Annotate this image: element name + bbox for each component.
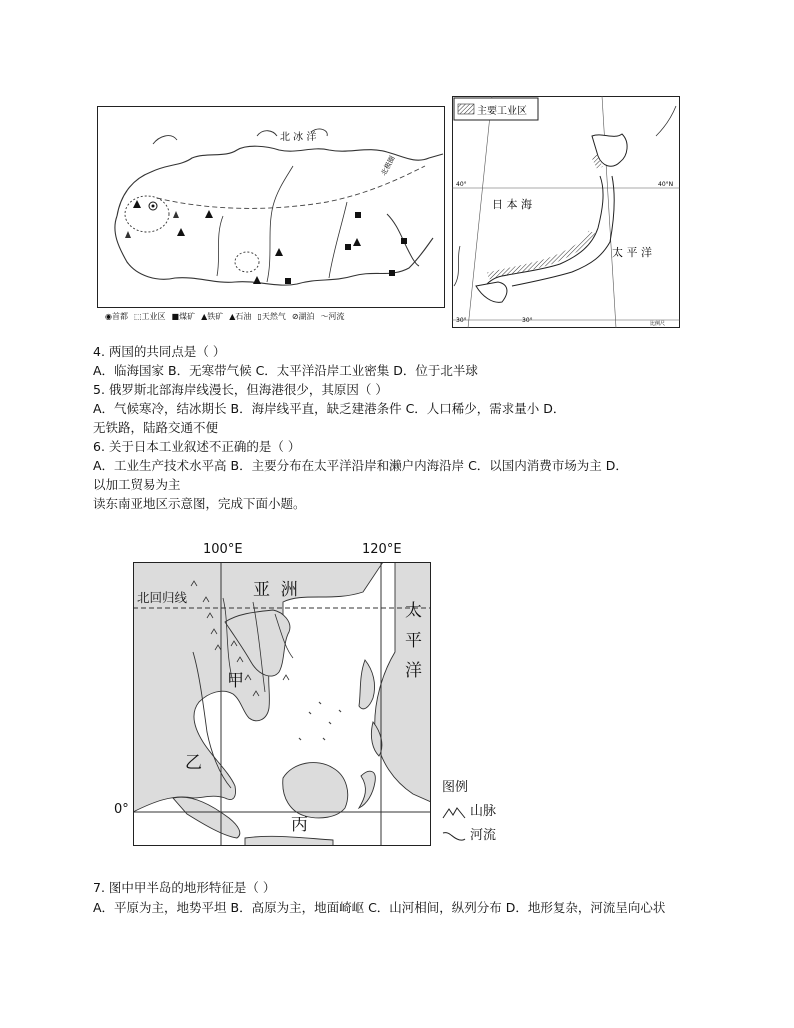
pacific-label-2: 平 (405, 631, 422, 651)
question-4-options: A．临海国家 B．无寒带气候 C．太平洋沿岸工业密集 D．位于北半球 (93, 363, 478, 378)
intro-text: 读东南亚地区示意图，完成下面小题。 (93, 496, 306, 511)
coal-icon: ■ (171, 312, 180, 321)
tropic-label: 北回归线 (137, 590, 188, 605)
pacific-label-3: 洋 (405, 661, 422, 681)
question-4: 4. 两国的共同点是（ ） (93, 344, 226, 359)
russia-legend: ◉首都 ⬚工业区 ■煤矿 ▲铁矿 ▲石油 ▯天然气 ⊘湖泊 〜河流 (105, 312, 345, 321)
sea-legend (442, 776, 496, 848)
pacific-label-1: 太 (405, 601, 422, 621)
question-6: 6. 关于日本工业叙述不正确的是（ ） (93, 439, 301, 454)
question-7: 7. 图中甲半岛的地形特征是（ ） (93, 880, 276, 895)
lon-120-label: 120°E (362, 542, 402, 557)
southeast-asia-map (133, 562, 431, 846)
river-icon (442, 829, 466, 843)
mountain-icon (442, 805, 466, 819)
industrial-zone-icon: ⬚ (133, 312, 142, 321)
question-7-options: A．平原为主，地势平坦 B．高原为主，地面崎岖 C．山河相间，纵列分布 D．地形复杂，河流呈向心状 (93, 900, 666, 915)
lat-40n-label: 40°N (658, 181, 674, 188)
scale-label: 比例尺 (650, 321, 666, 327)
japan-map (452, 96, 680, 328)
asia-label: 亚 洲 (253, 580, 298, 600)
peninsula-jia-label: 甲 (227, 671, 244, 691)
legend-river-label: 河流 (470, 828, 497, 843)
lake-icon: ⊘ (291, 312, 299, 321)
arctic-ocean-label: 北 冰 洋 (280, 132, 317, 143)
legend-mountain-label: 山脉 (470, 804, 497, 819)
question-5: 5. 俄罗斯北部海岸线漫长，但海港很少，其原因（ ） (93, 382, 388, 397)
question-6-options-line2: 以加工贸易为主 (93, 477, 181, 492)
sea-of-japan-label: 日 本 海 (492, 198, 532, 211)
question-5-options-line1: A．气候寒冷，结冰期长 B．海岸线平直，缺乏建港条件 C．人口稀少，需求量小 D． (93, 401, 566, 416)
arctic-circle-label: 北极圈 (379, 154, 397, 177)
river-icon: 〜 (320, 312, 329, 321)
russia-map (97, 106, 445, 308)
iron-icon: ▲ (201, 312, 208, 321)
question-6-options-line1: A．工业生产技术水平高 B．主要分布在太平洋沿岸和濑户内海沿岸 C．以国内消费市场为主 D． (93, 458, 628, 473)
oil-icon: ▲ (229, 312, 236, 321)
question-5-options-line2: 无铁路，陆路交通不便 (93, 420, 219, 435)
lon-30-label: 30° (522, 317, 533, 324)
legend-title: 图例 (442, 780, 469, 795)
island-bing-label: 丙 (291, 815, 308, 835)
equator-label: 0° (114, 802, 129, 817)
japan-legend-label: 主要工业区 (477, 106, 527, 117)
lat-30-label: 30° (456, 317, 467, 324)
capital-icon: ◉ (105, 312, 112, 321)
peninsula-yi-label: 乙 (185, 753, 202, 773)
lat-40-label: 40° (456, 181, 467, 188)
pacific-label-japan: 太 平 洋 (612, 246, 652, 259)
gas-icon: ▯ (257, 312, 262, 321)
lon-100-label: 100°E (203, 542, 243, 557)
